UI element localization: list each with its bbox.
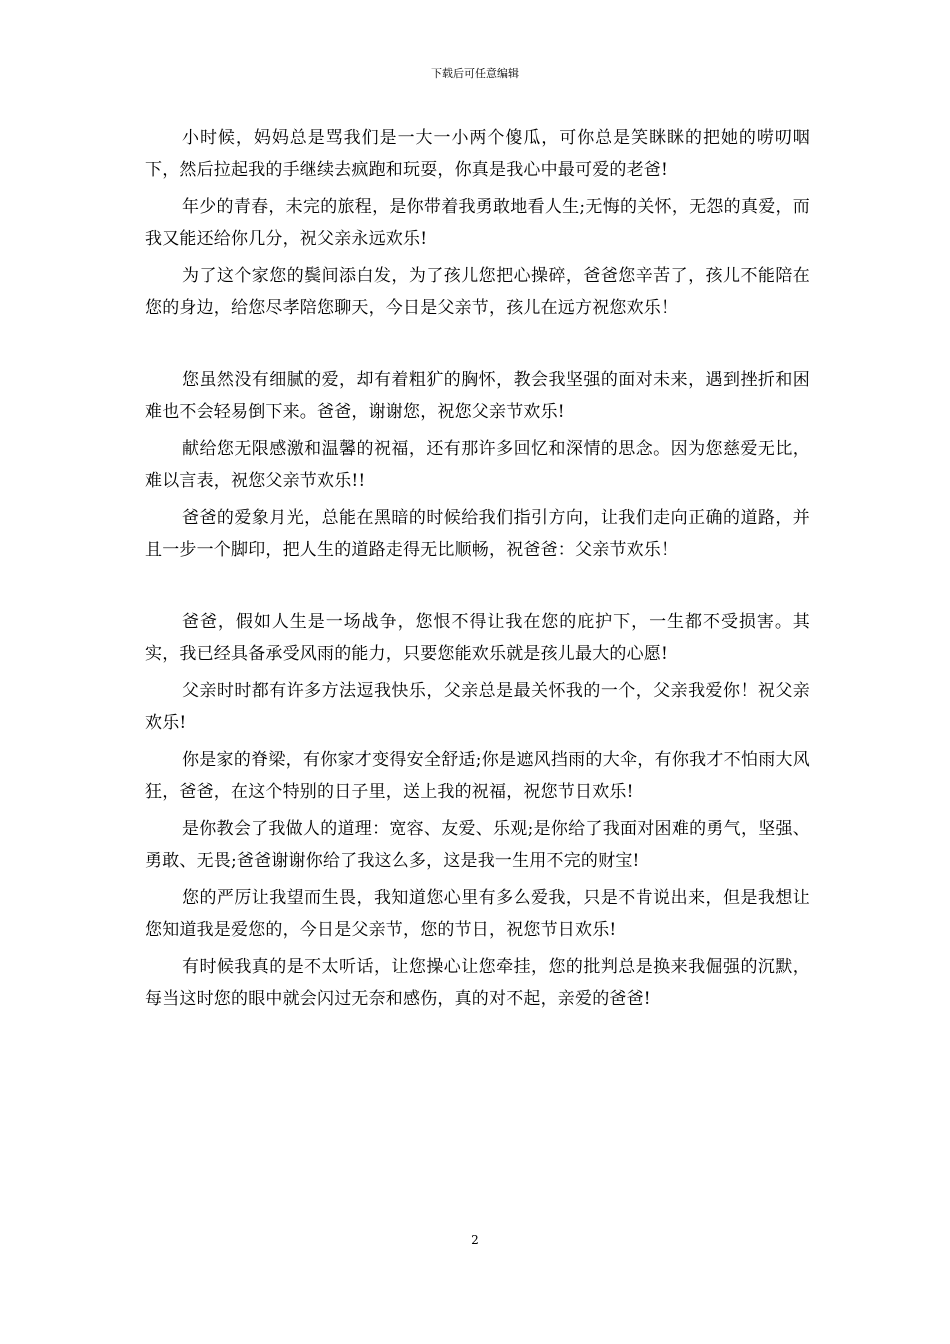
- paragraph: 是你教会了我做人的道理：宽容、友爱、乐观;是你给了我面对困难的勇气，坚强、勇敢、无畏;爸爸谢谢你给了我这么多，这是我一生用不完的财宝!: [145, 819, 810, 871]
- paragraph: 年少的青春，未完的旅程，是你带着我勇敢地看人生;无悔的关怀，无怨的真爱，而我又能还给你几分，祝父亲永远欢乐!: [145, 197, 810, 249]
- paragraph: 爸爸的爱象月光，总能在黑暗的时候给我们指引方向，让我们走向正确的道路，并且一步一个脚印，把人生的道路走得无比顺畅，祝爸爸：父亲节欢乐！: [145, 508, 810, 560]
- paragraph: 您虽然没有细腻的爱，却有着粗犷的胸怀，教会我坚强的面对未来，遇到挫折和困难也不会轻易倒下来。爸爸，谢谢您，祝您父亲节欢乐!: [145, 370, 810, 422]
- paragraph: 献给您无限感激和温馨的祝福，还有那许多回忆和深情的思念。因为您慈爱无比，难以言表，祝您父亲节欢乐!!: [145, 439, 810, 491]
- paragraph-gap: [145, 324, 810, 364]
- paragraph: 父亲时时都有许多方法逗我快乐，父亲总是最关怀我的一个，父亲我爱你！祝父亲欢乐!: [145, 681, 810, 733]
- paragraph: 你是家的脊梁，有你家才变得安全舒适;你是遮风挡雨的大伞，有你我才不怕雨大风狂，爸爸，在这个特别的日子里，送上我的祝福，祝您节日欢乐!: [145, 750, 810, 802]
- paragraph: 有时候我真的是不太听话，让您操心让您牵挂，您的批判总是换来我倔强的沉默，每当这时您的眼中就会闪过无奈和感伤，真的对不起，亲爱的爸爸!: [145, 957, 810, 1009]
- page-number: 2: [471, 1233, 479, 1247]
- paragraph: 您的严厉让我望而生畏，我知道您心里有多么爱我，只是不肯说出来，但是我想让您知道我是爱您的，今日是父亲节，您的节日，祝您节日欢乐!: [145, 888, 810, 940]
- paragraph: 为了这个家您的鬓间添白发，为了孩儿您把心操碎，爸爸您辛苦了，孩儿不能陪在您的身边，给您尽孝陪您聊天，今日是父亲节，孩儿在远方祝您欢乐！: [145, 266, 810, 318]
- paragraph: 小时候，妈妈总是骂我们是一大一小两个傻瓜，可你总是笑眯眯的把她的唠叨咽下，然后拉起我的手继续去疯跑和玩耍，你真是我心中最可爱的老爸!: [145, 128, 810, 180]
- document-body: [145, 122, 810, 1015]
- page-header: 下载后可任意编辑: [431, 67, 519, 80]
- paragraph: 爸爸，假如人生是一场战争，您恨不得让我在您的庇护下，一生都不受损害。其实，我已经具备承受风雨的能力，只要您能欢乐就是孩儿最大的心愿!: [145, 612, 810, 664]
- paragraph-gap: [145, 566, 810, 606]
